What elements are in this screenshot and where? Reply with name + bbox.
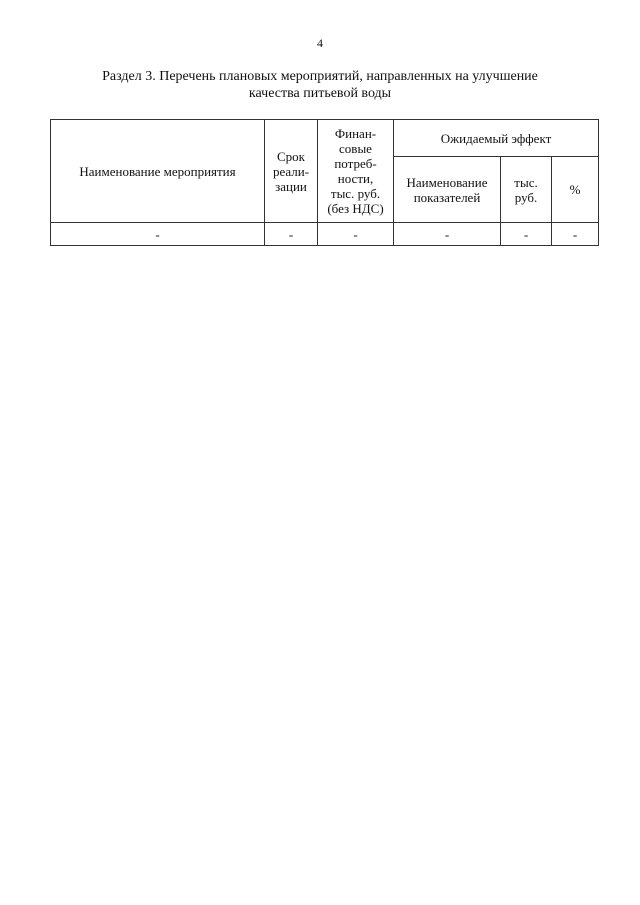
header-implementation-term: Срок реали- зации xyxy=(265,120,318,223)
header-expected-effect: Ожидаемый эффект xyxy=(394,120,599,157)
planned-measures-table xyxy=(50,119,599,246)
cell-thousand-rub: - xyxy=(501,223,552,246)
table-row xyxy=(51,223,599,246)
header-indicator-names: Наименование показателей xyxy=(394,157,501,223)
header-thousand-rub: тыс. руб. xyxy=(501,157,552,223)
section-title-line-1: Раздел 3. Перечень плановых мероприятий, направленных на улучшение xyxy=(102,69,538,84)
page-number: 4 xyxy=(317,36,323,50)
cell-implementation-term: - xyxy=(265,223,318,246)
header-measure-name: Наименование мероприятия xyxy=(51,120,265,223)
cell-financial-needs: - xyxy=(318,223,394,246)
section-title xyxy=(60,68,580,102)
section-title-line-2: качества питьевой воды xyxy=(248,86,392,101)
header-financial-needs: Финан- совые потреб- ности, тыс. руб. (без НДС) xyxy=(318,120,394,223)
cell-percent: - xyxy=(552,223,599,246)
table-header-row-1 xyxy=(51,120,599,157)
header-percent: % xyxy=(552,157,599,223)
cell-indicator-names: - xyxy=(394,223,501,246)
cell-measure-name: - xyxy=(51,223,265,246)
